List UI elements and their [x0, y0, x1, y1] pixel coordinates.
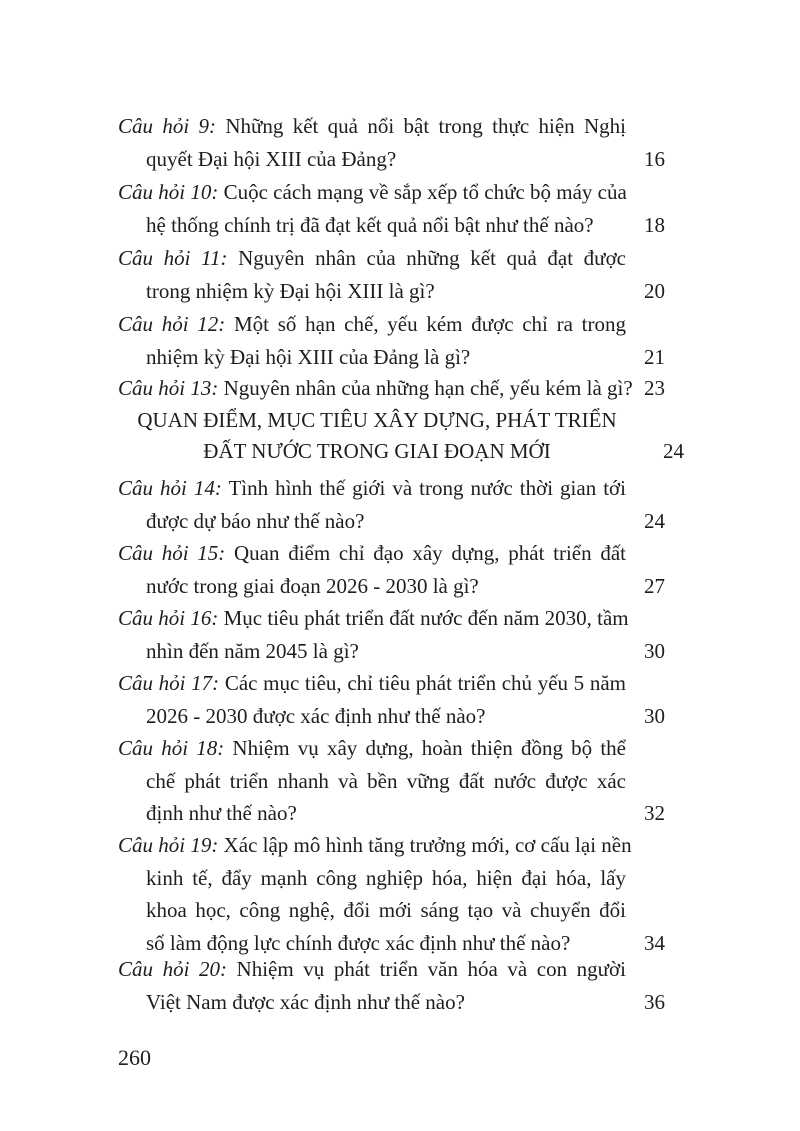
- question-label: Câu hỏi 10:: [118, 180, 219, 204]
- question-text: 2026 - 2030 được xác định như thế nào?: [146, 703, 486, 728]
- toc-line: [118, 372, 688, 405]
- question-label: Câu hỏi 11:: [118, 246, 228, 270]
- page-ref: 20: [644, 278, 665, 303]
- toc-line: [118, 732, 688, 765]
- question-text: nước trong giai đoạn 2026 - 2030 là gì?: [146, 573, 479, 598]
- page-ref: 34: [644, 930, 665, 955]
- question-text: nhìn đến năm 2045 là gì?: [146, 638, 359, 663]
- question-text: Việt Nam được xác định như thế nào?: [146, 989, 465, 1014]
- toc-line: [118, 765, 688, 798]
- question-label: Câu hỏi 16:: [118, 606, 219, 630]
- toc-line: [118, 862, 688, 895]
- page-number: 260: [118, 1045, 151, 1070]
- section-title-line: QUAN ĐIỂM, MỤC TIÊU XÂY DỰNG, PHÁT TRIỂN: [137, 408, 617, 432]
- page-ref: 27: [644, 573, 665, 598]
- question-text: khoa học, công nghệ, đổi mới sáng tạo và chuyển đổi: [146, 898, 626, 922]
- toc-entry-18[interactable]: [118, 732, 688, 830]
- question-text: Các mục tiêu, chỉ tiêu phát triển chủ yếu 5 năm: [219, 671, 626, 695]
- toc-line: [118, 242, 688, 275]
- page-ref: 24: [644, 508, 665, 533]
- question-text: kinh tế, đẩy mạnh công nghiệp hóa, hiện đại hóa, lấy: [146, 865, 626, 890]
- question-label: Câu hỏi 20:: [118, 957, 227, 981]
- toc-entry-15[interactable]: [118, 537, 688, 602]
- question-text: chế phát triển nhanh và bền vững đất nước được xác: [146, 768, 626, 793]
- toc-line: [118, 176, 688, 209]
- toc-entry-10[interactable]: [118, 176, 688, 241]
- toc-entry-11[interactable]: [118, 242, 688, 307]
- toc-line: [118, 472, 688, 505]
- page-ref: 36: [644, 989, 665, 1014]
- toc-entry-19[interactable]: [118, 829, 688, 959]
- toc-entry-20[interactable]: [118, 953, 688, 1018]
- page-ref: 30: [644, 703, 665, 728]
- page-ref: 16: [644, 146, 665, 171]
- question-label: Câu hỏi 14:: [118, 476, 222, 500]
- question-label: Câu hỏi 12:: [118, 312, 226, 336]
- question-text: nhiệm kỳ Đại hội XIII của Đảng là gì?: [146, 344, 471, 369]
- toc-line: [118, 570, 688, 603]
- toc-line: [118, 341, 688, 374]
- question-text: Mục tiêu phát triển đất nước đến năm 2030, tầm: [218, 606, 629, 630]
- toc-line: [118, 635, 688, 668]
- toc-line: [118, 110, 688, 143]
- toc-entry-14[interactable]: [118, 472, 688, 537]
- question-text: Cuộc cách mạng về sắp xếp tổ chức bộ máy của: [218, 180, 627, 204]
- section-heading[interactable]: [118, 405, 688, 467]
- toc-line: [118, 894, 688, 927]
- toc-entry-17[interactable]: [118, 667, 688, 732]
- toc-line: [118, 602, 688, 635]
- question-label: Câu hỏi 17:: [118, 671, 220, 695]
- question-text: số làm động lực chính được xác định như thế nào?: [146, 930, 571, 955]
- page-ref: 24: [663, 439, 684, 463]
- section-title-text: ĐẤT NƯỚC TRONG GIAI ĐOẠN MỚI: [203, 439, 551, 463]
- toc-line: [118, 275, 688, 308]
- question-text: Những kết quả nổi bật trong thực hiện Nghị: [216, 114, 626, 138]
- toc-line: [118, 505, 688, 538]
- question-label: Câu hỏi 13:: [118, 376, 219, 400]
- question-label: Câu hỏi 18:: [118, 736, 225, 760]
- question-text: định như thế nào?: [146, 801, 297, 825]
- question-label: Câu hỏi 15:: [118, 541, 226, 565]
- page-ref: 23: [644, 376, 665, 400]
- question-text: Tình hình thế giới và trong nước thời gian tới: [221, 476, 626, 500]
- toc-line: [118, 986, 688, 1019]
- question-label: Câu hỏi 19:: [118, 833, 219, 857]
- toc-line: [118, 700, 688, 733]
- question-text: Nhiệm vụ xây dựng, hoàn thiện đồng bộ thể: [224, 736, 626, 760]
- question-text: Quan điểm chỉ đạo xây dựng, phát triển đất: [225, 541, 626, 565]
- toc-entry-16[interactable]: [118, 602, 688, 667]
- question-label: Câu hỏi 9:: [118, 114, 216, 138]
- section-title-line: [118, 436, 688, 467]
- question-text: trong nhiệm kỳ Đại hội XIII là gì?: [146, 278, 435, 303]
- toc-line: [118, 667, 688, 700]
- toc-line: [118, 537, 688, 570]
- question-text: Nguyên nhân của những kết quả đạt được: [227, 246, 626, 270]
- question-text: Nhiệm vụ phát triển văn hóa và con người: [226, 957, 626, 981]
- toc-entry-9[interactable]: [118, 110, 688, 175]
- toc-entry-12[interactable]: [118, 308, 688, 373]
- question-text: được dự báo như thế nào?: [146, 508, 365, 533]
- toc-line: [118, 308, 688, 341]
- question-text: hệ thống chính trị đã đạt kết quả nổi bật như thế nào?: [146, 212, 594, 237]
- toc-entry-13[interactable]: [118, 372, 688, 405]
- toc-line: [118, 829, 688, 862]
- toc-line: [118, 797, 688, 830]
- page-ref: 32: [644, 801, 665, 825]
- question-text: Một số hạn chế, yếu kém được chỉ ra trong: [225, 312, 626, 336]
- page-ref: 18: [644, 212, 665, 237]
- toc-line: [118, 143, 688, 176]
- page-ref: 30: [644, 638, 665, 663]
- question-text: Nguyên nhân của những hạn chế, yếu kém là gì?: [218, 376, 633, 400]
- question-text: Xác lập mô hình tăng trưởng mới, cơ cấu lại nền: [218, 833, 632, 857]
- question-text: quyết Đại hội XIII của Đảng?: [146, 146, 397, 171]
- toc-line: [118, 209, 688, 242]
- page-ref: 21: [644, 344, 665, 369]
- toc-line: [118, 953, 688, 986]
